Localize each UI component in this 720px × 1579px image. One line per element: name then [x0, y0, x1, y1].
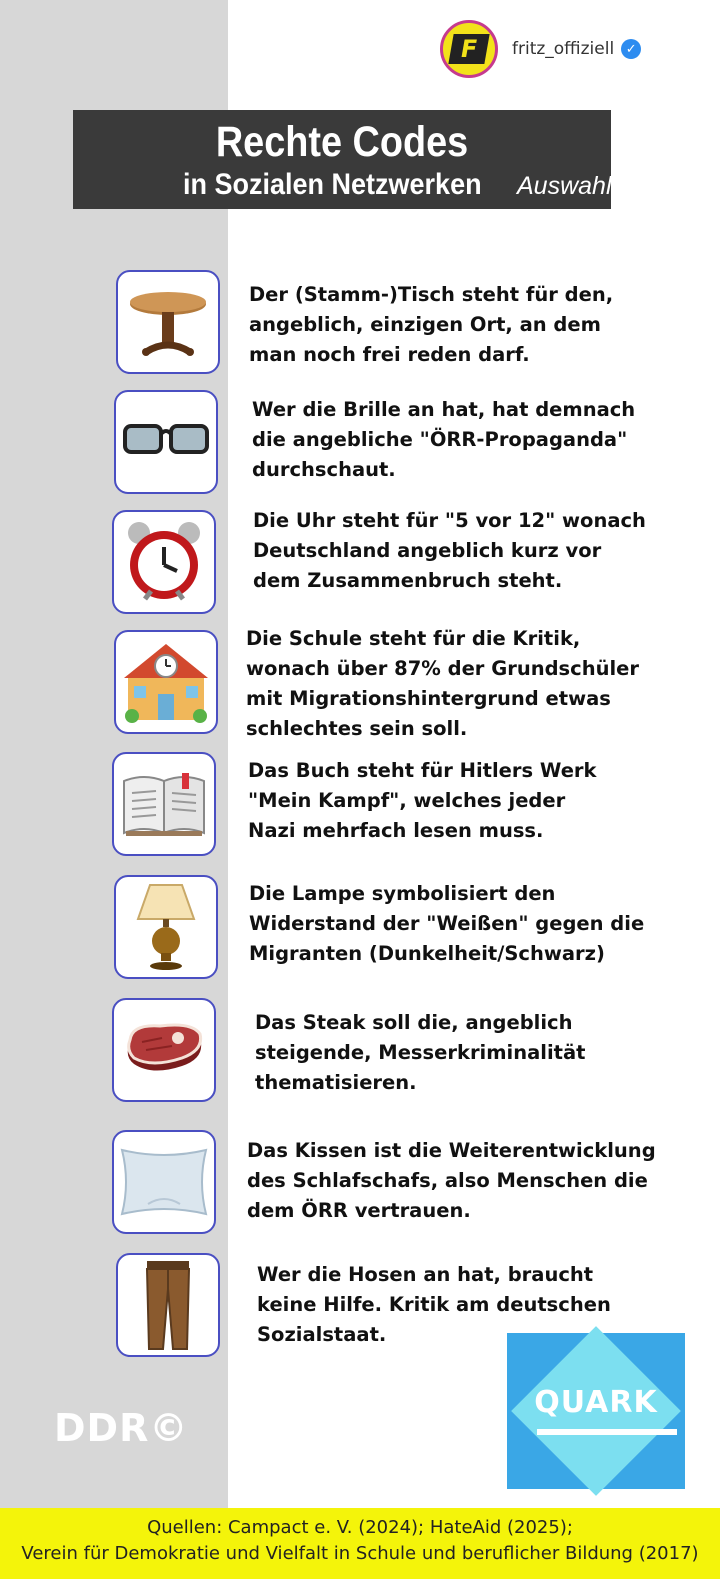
sources-line-1: Quellen: Campact e. V. (2024); HateAid (2025);: [147, 1517, 573, 1538]
sources-line-2: Verein für Demokratie und Vielfalt in Schule und beruflicher Bildung (2017): [21, 1543, 699, 1564]
icon-card-school: [114, 630, 218, 734]
title-sub: in Sozialen Netzwerken: [183, 168, 482, 201]
account-handle[interactable]: fritz_offiziell: [512, 39, 615, 59]
desc-steak: Das Steak soll die, angeblich steigende, Messerkriminalität thematisieren.: [255, 1011, 586, 1094]
quark-logo: [507, 1333, 685, 1489]
icon-card-glasses: [114, 390, 218, 494]
ddr-watermark: DDR©: [54, 1406, 189, 1450]
lamp-icon: [136, 883, 196, 971]
quark-underline: [537, 1429, 677, 1435]
title-tag: Auswahl: [517, 172, 612, 200]
pillow-icon: [118, 1144, 210, 1220]
icon-card-table: [116, 270, 220, 374]
icon-card-trousers: [116, 1253, 220, 1357]
alarm-clock-icon: [121, 519, 207, 605]
glasses-icon: [123, 422, 209, 462]
desc-table: Der (Stamm-)Tisch steht für den, angeblich, einzigen Ort, an dem man noch frei reden darf.: [249, 283, 614, 366]
quark-logo-text: QUARK: [534, 1385, 658, 1420]
steak-icon: [122, 1020, 206, 1080]
icon-card-lamp: [114, 875, 218, 979]
school-icon: [122, 640, 210, 724]
desc-school: Die Schule steht für die Kritik, wonach über 87% der Grundschüler mit Migrationshintergrund etwas schlechtes sein soll.: [246, 627, 640, 740]
icon-card-pillow: [112, 1130, 216, 1234]
desc-book: Das Buch steht für Hitlers Werk "Mein Kampf", welches jeder Nazi mehrfach lesen muss.: [248, 759, 597, 842]
desc-glasses: Wer die Brille an hat, hat demnach die angebliche "ÖRR-Propaganda" durchschaut.: [252, 398, 636, 481]
account-header[interactable]: [440, 18, 641, 80]
title-banner: [73, 110, 611, 209]
title-main: Rechte Codes: [215, 118, 469, 166]
book-icon: [122, 771, 206, 837]
trousers-icon: [143, 1259, 193, 1351]
icon-card-steak: [112, 998, 216, 1102]
avatar[interactable]: [440, 20, 498, 78]
table-icon: [126, 282, 210, 362]
icon-card-book: [112, 752, 216, 856]
desc-lamp: Die Lampe symbolisiert den Widerstand der "Weißen" gegen die Migranten (Dunkelheit/Schwarz): [249, 882, 645, 965]
avatar-logo-glyph: F: [448, 34, 489, 64]
desc-pillow: Das Kissen ist die Weiterentwicklung des Schlafschafs, also Menschen die dem ÖRR vertrauen.: [247, 1139, 656, 1222]
icon-card-alarm-clock: [112, 510, 216, 614]
desc-trousers: Wer die Hosen an hat, braucht keine Hilfe. Kritik am deutschen Sozialstaat.: [257, 1263, 611, 1346]
desc-alarm-clock: Die Uhr steht für "5 vor 12" wonach Deutschland angeblich kurz vor dem Zusammenbruch steht.: [253, 509, 646, 592]
verified-badge-icon: ✓: [621, 39, 641, 59]
